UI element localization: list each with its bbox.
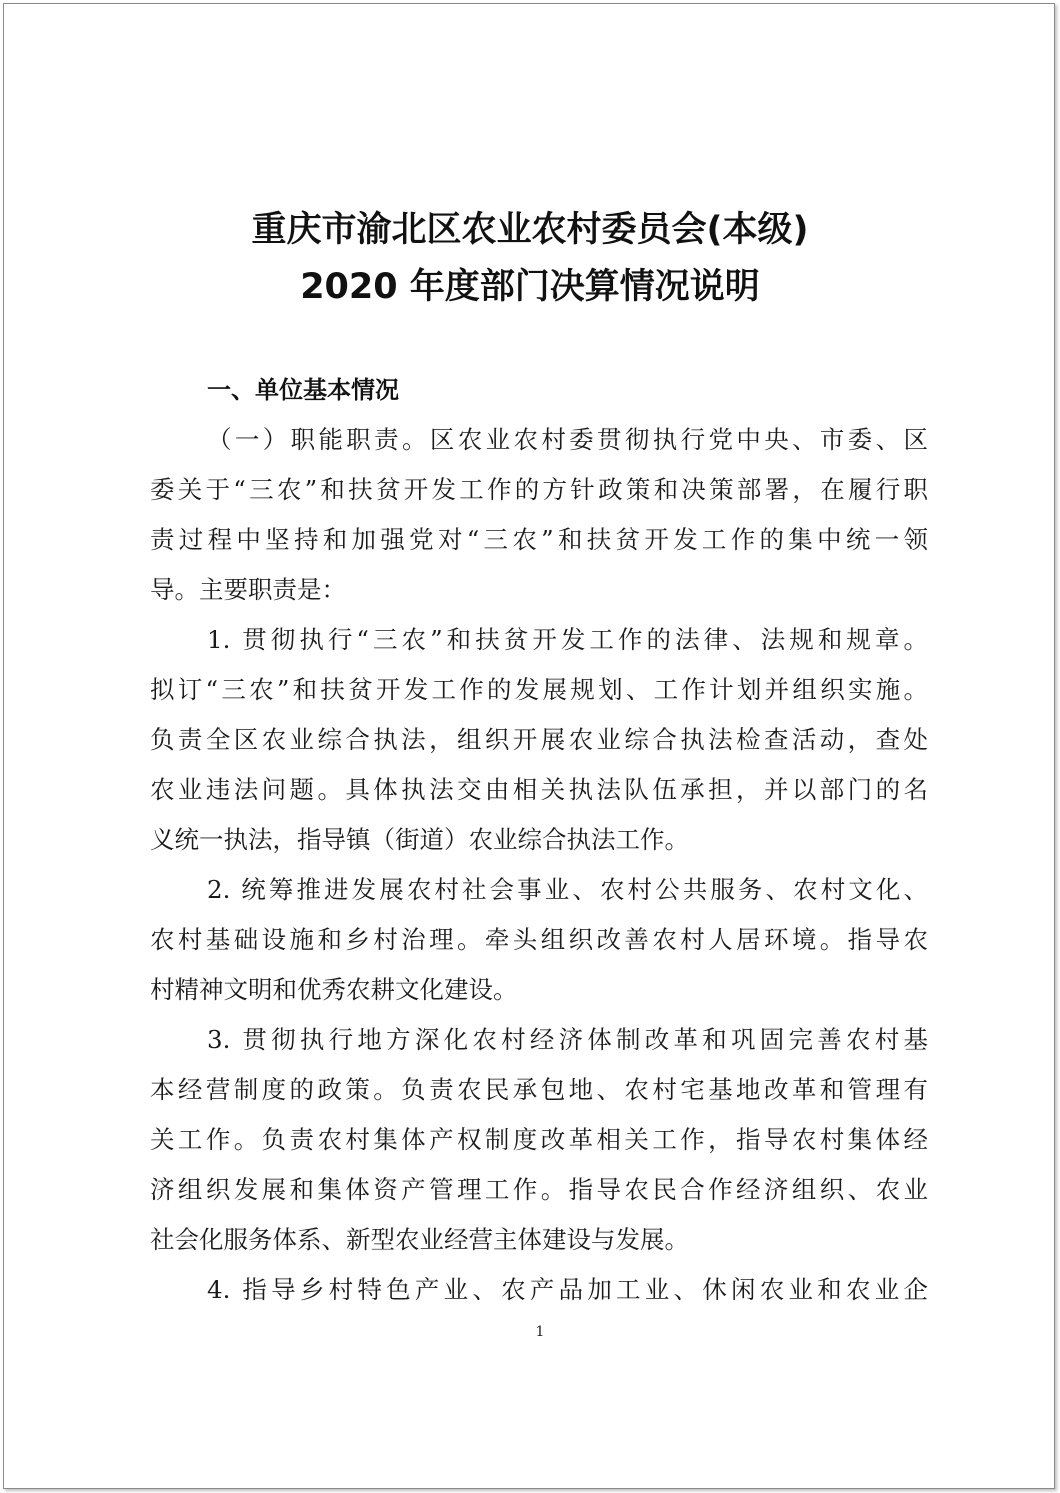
paragraph-line: 本经营制度的政策。负责农民承包地、农村宅基地改革和管理有 [150,1075,928,1104]
paragraph-line: 2. 统筹推进发展农村社会事业、农村公共服务、农村文化、 [207,875,928,904]
paragraph-line: 社会化服务体系、新型农业经营主体建设与发展。 [150,1225,689,1254]
paragraph-line: 关工作。负责农村集体产权制度改革相关工作，指导农村集体经 [150,1125,928,1154]
document-page [3,3,1055,1489]
paragraph-line: 农村基础设施和乡村治理。牵头组织改善农村人居环境。指导农 [150,925,928,954]
paragraph-line: 拟订“三农”和扶贫开发工作的发展规划、工作计划并组织实施。 [150,675,928,704]
document-title [4,202,1056,316]
page-number: 1 [535,1324,545,1340]
paragraph-line: 义统一执法，指导镇（街道）农业综合执法工作。 [150,825,689,854]
paragraph-line: 农业违法问题。具体执法交由相关执法队伍承担，并以部门的名 [150,775,928,804]
title-line-1: 重庆市渝北区农业农村委员会(本级) [251,210,809,250]
paragraph-line: 4. 指导乡村特色产业、农产品加工业、休闲农业和农业企 [207,1275,928,1304]
paragraph-line: 1. 贯彻执行“三农”和扶贫开发工作的法律、法规和规章。 [207,625,928,654]
paragraph-line: 责过程中坚持和加强党对“三农”和扶贫开发工作的集中统一领 [150,525,928,554]
paragraph-line: 济组织发展和集体资产管理工作。指导农民合作经济组织、农业 [150,1175,928,1204]
paragraph-line: 村精神文明和优秀农耕文化建设。 [150,975,518,1004]
paragraph-line: 负责全区农业综合执法，组织开展农业综合执法检查活动，查处 [150,725,928,754]
section-heading: 一、单位基本情况 [207,376,399,404]
paragraph-line: （一）职能职责。区农业农村委贯彻执行党中央、市委、区 [207,425,928,454]
paragraph-line: 3. 贯彻执行地方深化农村经济体制改革和巩固完善农村基 [207,1025,928,1054]
paragraph-line: 委关于“三农”和扶贫开发工作的方针政策和决策部署，在履行职 [150,475,928,504]
paragraph-line: 导。主要职责是： [150,575,346,604]
title-line-2: 2020 年度部门决算情况说明 [300,267,760,307]
